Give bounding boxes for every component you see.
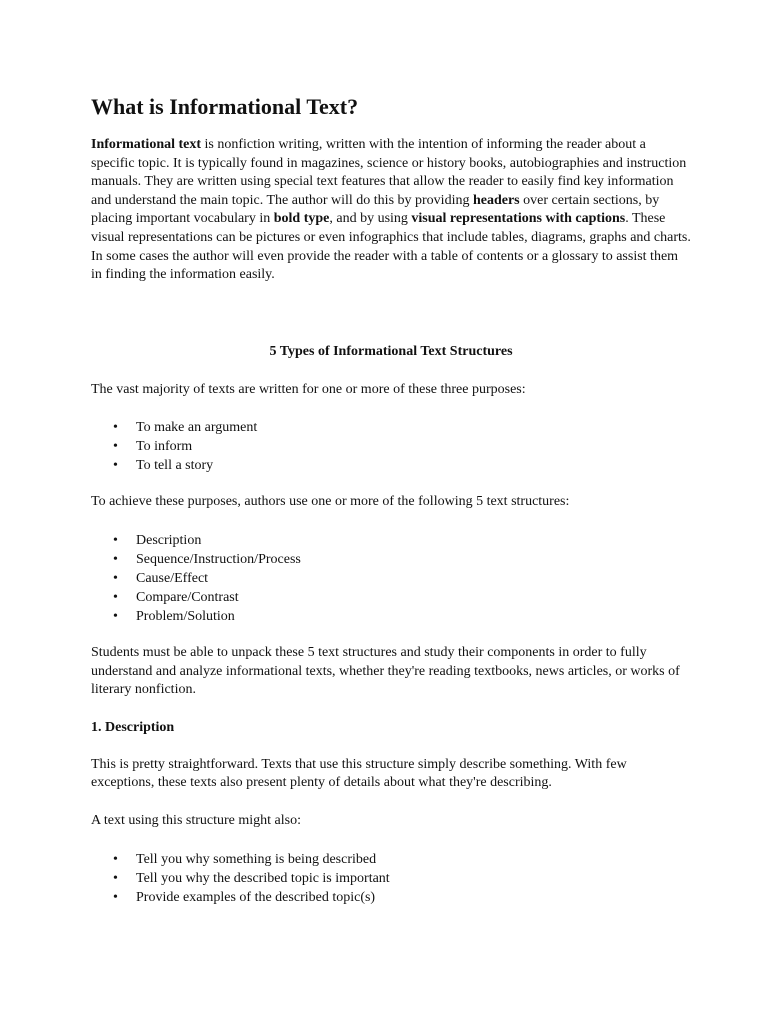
intro-text-1: is nonfiction writing, written with the intention of informing the reader about a specific topic. It is typically found in magazines, science or history books, autobiographies and instruction manuals. They are written using special text features that allow the reader to easily find key information and understand the main topic. The author will do this by providing: [91, 137, 687, 208]
bullet-icon: •: [113, 870, 118, 886]
list-item-text: To tell a story: [136, 458, 214, 474]
intro-bold-term: Informational text: [91, 137, 202, 152]
list-item-text: Tell you why something is being described: [136, 851, 377, 867]
intro-bold-visual: visual representations with captions: [411, 211, 626, 227]
bullet-icon: •: [113, 608, 118, 624]
bullet-icon: •: [113, 458, 118, 474]
list-item-text: To make an argument: [136, 420, 258, 436]
list-item-text: Compare/Contrast: [136, 589, 239, 605]
list-item: [91, 418, 691, 437]
intro-bold-type: bold type: [273, 211, 330, 227]
bullet-icon: •: [113, 551, 118, 567]
bullet-icon: •: [113, 420, 118, 436]
list-item-text: Provide examples of the described topic(s): [136, 889, 376, 905]
intro-text-4: . These visual representations can be pictures or even infographics that include tables, diagrams, graphs and charts. In some cases the author will even provide the reader with a table of contents or a glossary to assist them in finding the information easily.: [91, 211, 691, 283]
list-item-text: To inform: [136, 439, 193, 455]
list-item: [91, 437, 691, 456]
intro-bold-headers: headers: [472, 192, 520, 208]
bullet-icon: •: [113, 439, 118, 455]
list-item-text: Sequence/Instruction/Process: [136, 551, 301, 567]
bullet-icon: •: [113, 589, 118, 605]
description-list: [91, 850, 691, 907]
list-item: [91, 569, 691, 588]
bullet-icon: •: [113, 532, 118, 548]
structures-list: [91, 531, 691, 626]
structures-intro: To achieve these purposes, authors use one or more of the following 5 text structures:: [91, 494, 570, 510]
students-paragraph: Students must be able to unpack these 5 text structures and study their components in order to fully understand and analyze informational texts, whether they're reading textbooks, news articles, or works of literary nonfiction.: [91, 644, 680, 698]
intro-text-3: , and by using: [329, 211, 412, 227]
list-item-text: Tell you why the described topic is important: [136, 870, 390, 886]
document-page: [91, 94, 691, 907]
list-item: [91, 550, 691, 569]
bullet-icon: •: [113, 570, 118, 586]
list-item: [91, 607, 691, 626]
list-item-text: Cause/Effect: [136, 570, 209, 586]
list-item: [91, 888, 691, 907]
list-item: [91, 456, 691, 475]
list-item-text: Problem/Solution: [136, 608, 235, 624]
purposes-list: [91, 418, 691, 475]
page-title: What is Informational Text?: [91, 94, 359, 119]
list-item: [91, 850, 691, 869]
list-item: [91, 869, 691, 888]
purposes-intro: The vast majority of texts are written for one or more of these three purposes:: [91, 381, 526, 397]
section-title: 5 Types of Informational Text Structures: [269, 343, 513, 359]
list-item: [91, 588, 691, 607]
list-item: [91, 531, 691, 550]
intro-paragraph: [91, 136, 691, 285]
description-might-intro: A text using this structure might also:: [91, 812, 301, 828]
bullet-icon: •: [113, 889, 118, 905]
list-item-text: Description: [136, 532, 202, 548]
bullet-icon: •: [113, 851, 118, 867]
intro-text-2: over certain sections, by placing important vocabulary in: [91, 192, 660, 227]
description-heading: 1. Description: [91, 719, 175, 735]
description-body: This is pretty straightforward. Texts that use this structure simply describe something. With few exceptions, these texts also present plenty of details about what they're describing.: [91, 756, 627, 791]
